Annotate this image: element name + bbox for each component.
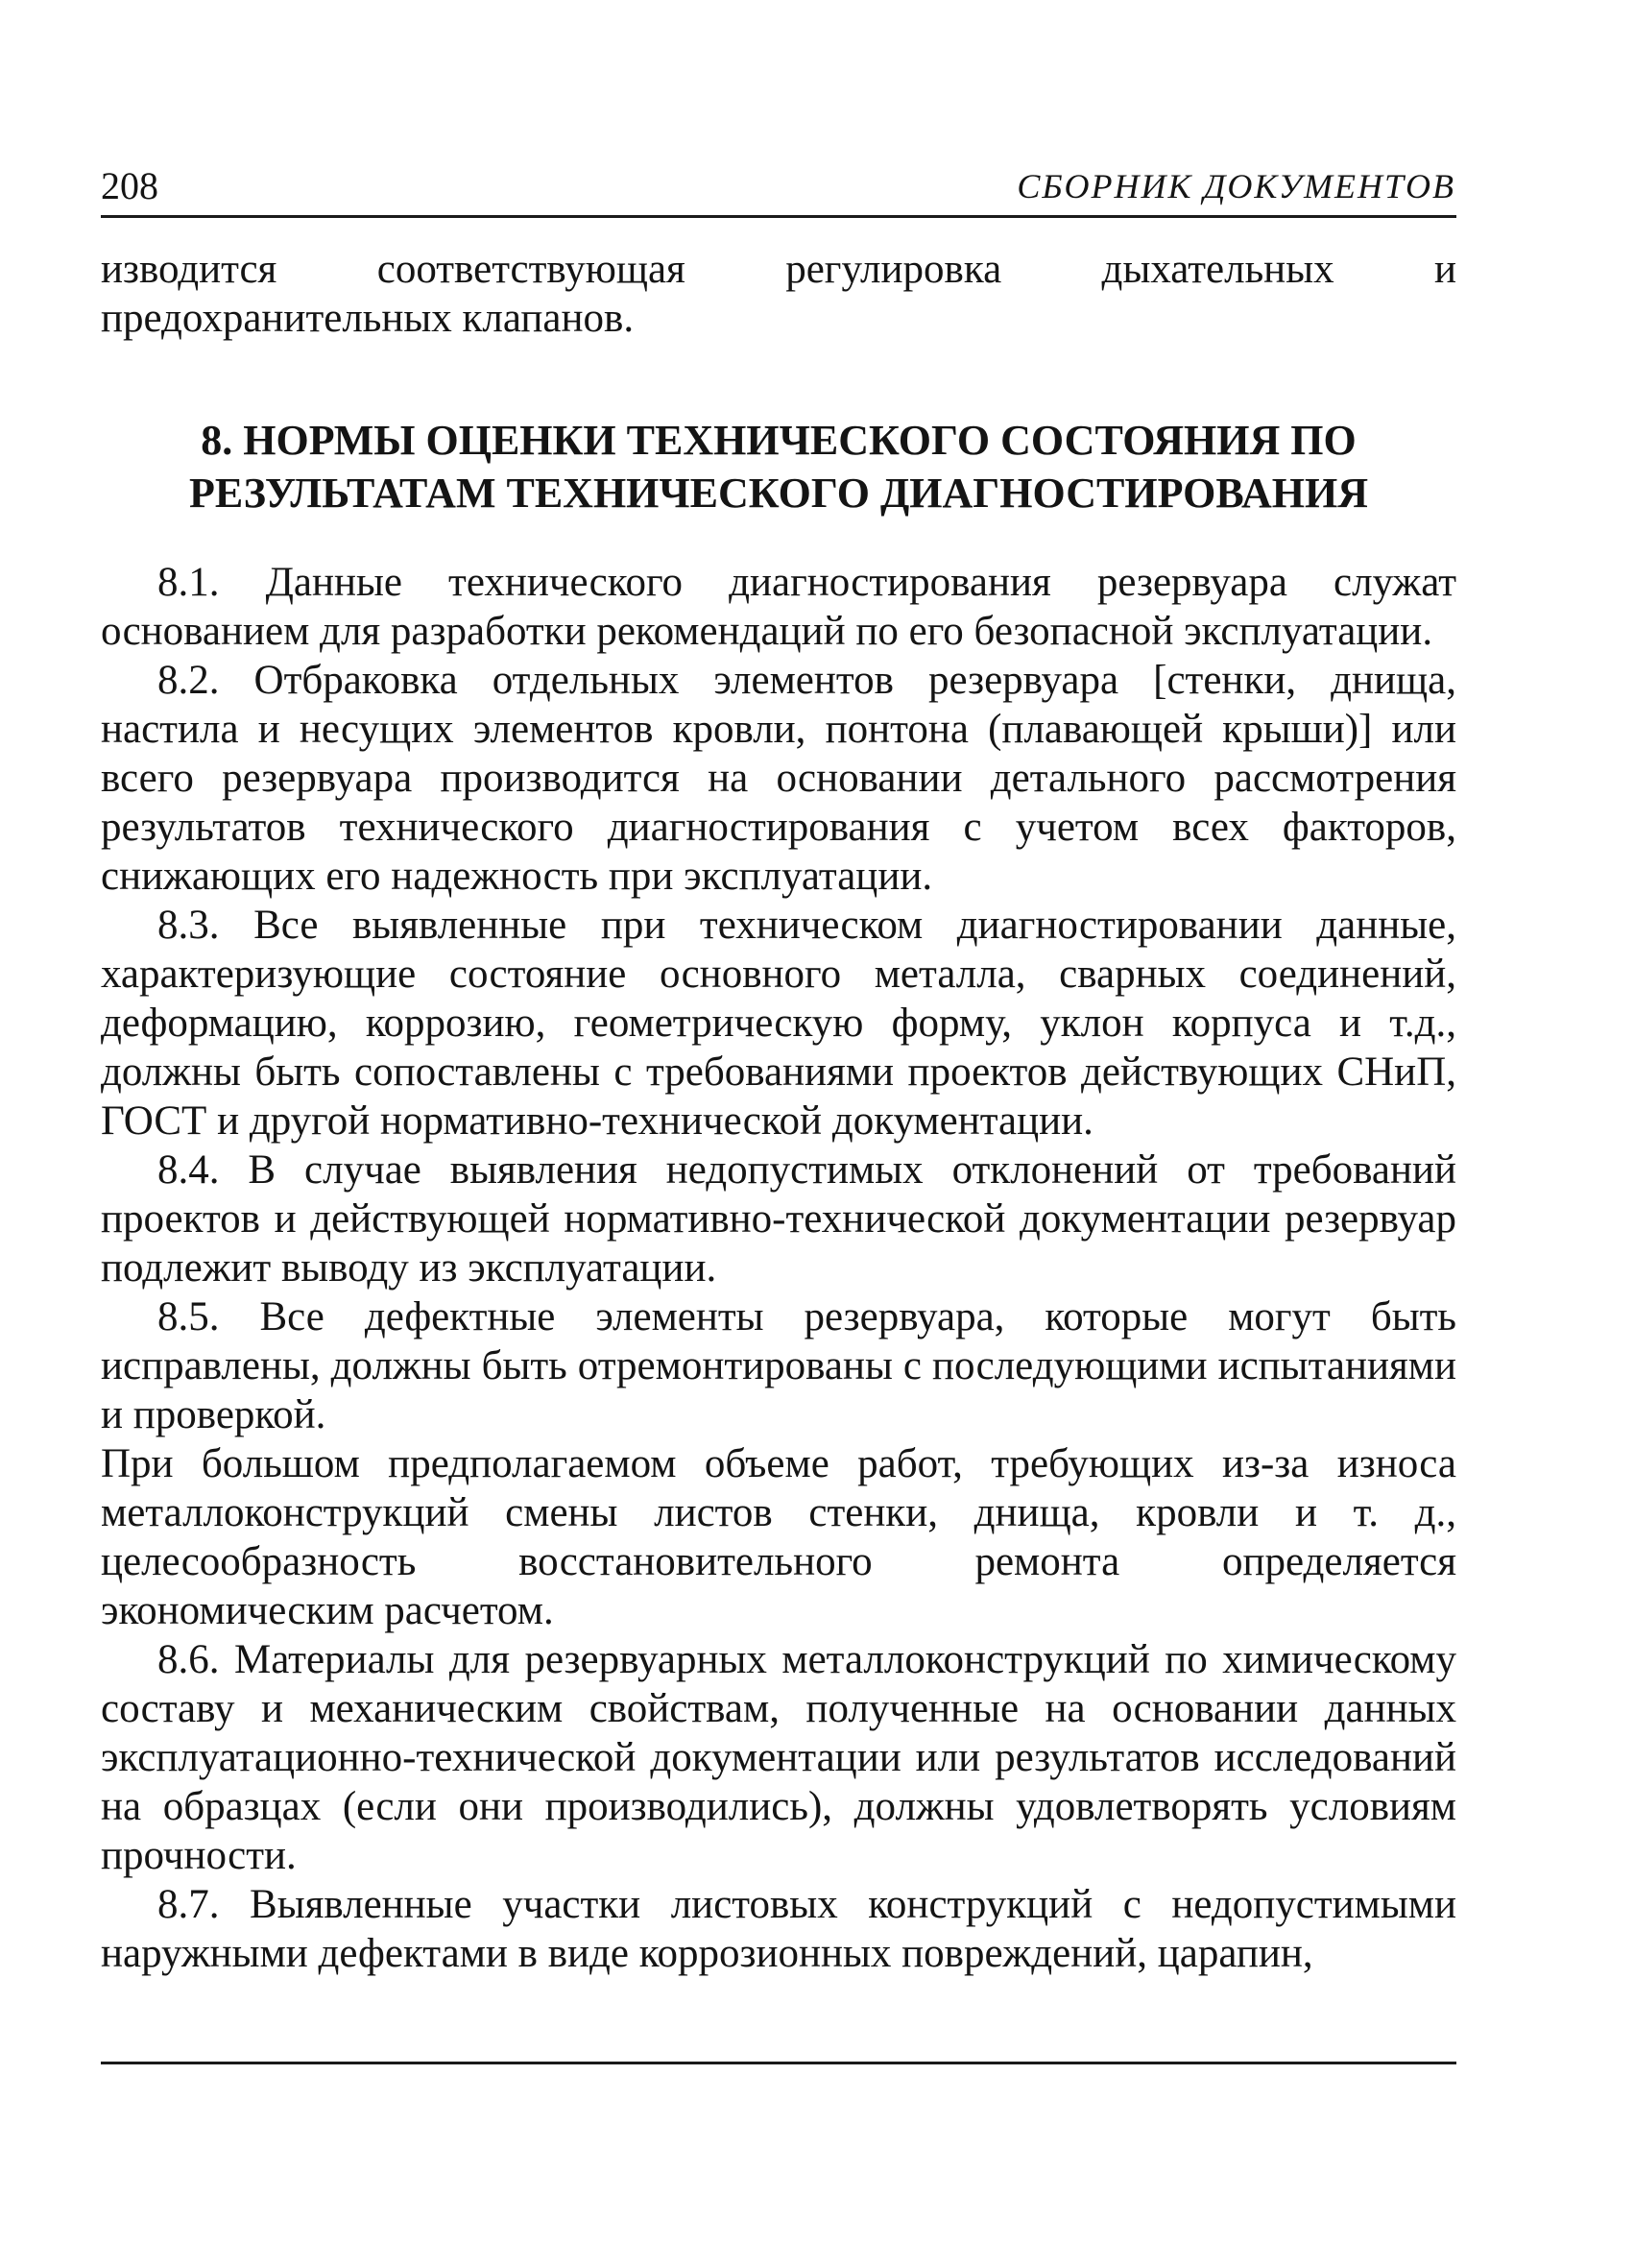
paragraph-8-4: 8.4. В случае выявления недопустимых отклонений от требований проектов и действующей нормативно-технической документации резервуар подлежит выводу из эксплуатации.: [101, 1147, 1456, 1291]
paragraph-8-5: 8.5. Все дефектные элементы резервуара, которые могут быть исправлены, должны быть отремонтированы с последующими испытаниями и проверкой.: [101, 1294, 1456, 1437]
running-header: СБОРНИК ДОКУМЕНТОВ: [1017, 167, 1455, 205]
paragraph-8-3: 8.3. Все выявленные при техническом диагностировании данные, характеризующие состояние основного металла, сварных соединений, деформацию, коррозию, геометрическую форму, уклон корпуса и т.д., должны быть сопоставлены с требованиями проектов действующих СНиП, ГОСТ и другой нормативно-технической документации.: [101, 903, 1456, 1144]
page-number: 208: [101, 164, 158, 207]
page-body: [101, 245, 1456, 1978]
paragraph-8-5-note: При большом предполагаемом объеме работ, требующих из-за износа металлоконструкций смены листов стенки, днища, кровли и т. д., целесообразность восстановительного ремонта определяется экономическим расчетом.: [101, 1441, 1456, 1633]
section-heading-line-2: РЕЗУЛЬТАТАМ ТЕХНИЧЕСКОГО ДИАГНОСТИРОВАНИЯ: [189, 470, 1368, 517]
section-heading: [101, 343, 1456, 558]
header-rule: [101, 215, 1456, 218]
paragraph-8-6: 8.6. Материалы для резервуарных металлоконструкций по химическому составу и механическим свойствам, полученные на основании данных эксплуатационно-технической документации или результатов исследований на образцах (если они производились), должны удовлетворять условиям прочности.: [101, 1637, 1456, 1878]
paragraph-8-2: 8.2. Отбраковка отдельных элементов резервуара [стенки, днища, настила и несущих элементов кровли, понтона (плавающей крыши)] или всего резервуара производится на основании детального рассмотрения результатов технического диагностирования с учетом всех факторов, снижающих его надежность при эксплуатации.: [101, 658, 1456, 899]
section-heading-line-1: 8. НОРМЫ ОЦЕНКИ ТЕХНИЧЕСКОГО СОСТОЯНИЯ ПО: [201, 417, 1357, 464]
bottom-rule: [101, 2062, 1456, 2064]
paragraph-8-1: 8.1. Данные технического диагностирования резервуара служат основанием для разработки рекомендаций по его безопасной эксплуатации.: [101, 560, 1456, 654]
continuation-paragraph: изводится соответствующая регулировка дыхательных и предохранительных клапанов.: [101, 247, 1456, 341]
paragraph-8-7: 8.7. Выявленные участки листовых конструкций с недопустимыми наружными дефектами в виде коррозионных повреждений, царапин,: [101, 1882, 1456, 1976]
